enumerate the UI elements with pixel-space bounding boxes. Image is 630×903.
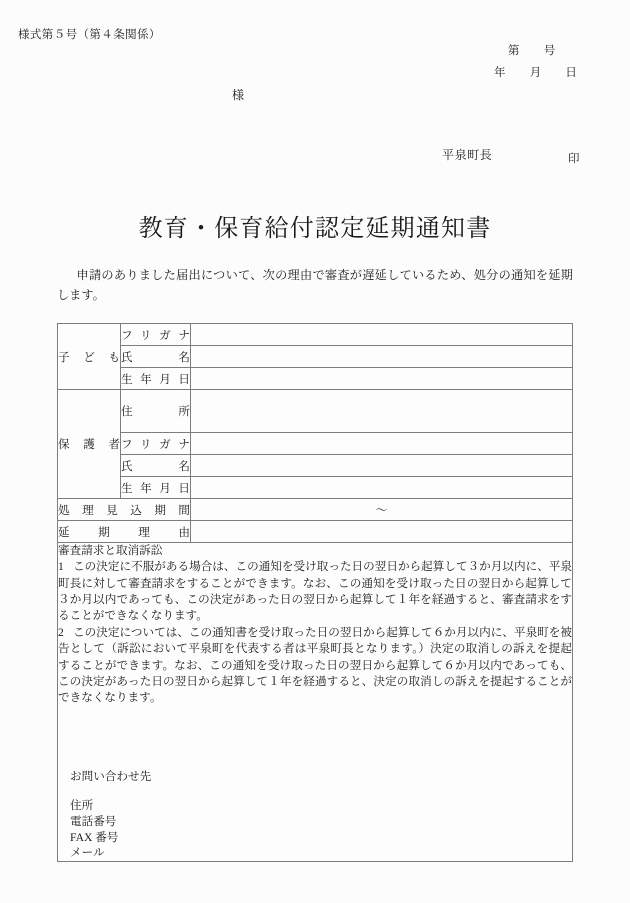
contact-heading: お問い合わせ先 — [70, 769, 152, 783]
guardian-birthdate-value[interactable] — [191, 477, 573, 499]
child-name-value[interactable] — [191, 346, 573, 368]
processing-period-value[interactable]: 〜 — [191, 499, 573, 521]
table-row — [58, 455, 573, 477]
table-row — [58, 368, 573, 390]
notification-form-table — [57, 323, 573, 862]
child-category-label: 子ども — [58, 324, 121, 390]
guardian-address-label: 住所 — [121, 390, 191, 433]
guardian-furigana-label: フリガナ — [121, 433, 191, 455]
addressee-suffix: 様 — [232, 88, 245, 102]
seal-mark: 印 — [568, 153, 580, 165]
issuer-name: 平泉町長 — [442, 148, 493, 162]
lead-paragraph: 申請のありました届出について、次の理由で審査が遅延しているため、処分の通知を延期します。 — [57, 268, 573, 302]
table-row — [58, 521, 573, 543]
table-row — [58, 433, 573, 455]
notice-section — [58, 543, 573, 862]
child-name-label: 氏名 — [121, 346, 191, 368]
form-number: 様式第５号（第４条関係） — [18, 29, 161, 41]
postponement-reason-label: 延期理由 — [58, 521, 191, 543]
postponement-reason-value[interactable] — [191, 521, 573, 543]
guardian-furigana-value[interactable] — [191, 433, 573, 455]
child-furigana-label: フリガナ — [121, 324, 191, 346]
notice-item-1-text: この決定に不服がある場合は、この通知を受け取った日の翌日から起算して３か月以内に、平泉町長に対して審査請求をすることができます。なお、この通知を受け取った日の翌日から起算して３か月以内であっても、この決定があった日の翌日から起算して１年を経過すると、審査請求をすることができなくなります。 — [58, 560, 572, 623]
contact-block — [58, 769, 572, 861]
child-birthdate-value[interactable] — [191, 368, 573, 390]
guardian-address-value[interactable] — [191, 390, 573, 433]
contact-address-label: 住所 — [70, 799, 94, 813]
page-title: 教育・保育給付認定延期通知書 — [138, 216, 492, 242]
notice-heading: 審査請求と取消訴訟 — [58, 544, 163, 558]
notice-item-2-text: この決定については、この通知書を受け取った日の翌日から起算して６か月以内に、平泉町を被告として（訴訟において平泉町を代表する者は平泉町長となります。）決定の取消しの訴えを提起することができます。なお、この通知を受け取った日の翌日から起算して６か月以内であっても、この決定があった日の翌日から起算して１年を経過すると、決定の取消しの訴えを提起することができなくなります。 — [58, 625, 572, 705]
notice-item-1-number: 1 — [58, 560, 64, 574]
child-birthdate-label: 生年月日 — [121, 368, 191, 390]
document-date: 年 月 日 — [494, 67, 578, 79]
guardian-category-label: 保護者 — [58, 390, 121, 499]
table-row — [58, 324, 573, 346]
contact-phone-label: 電話番号 — [70, 815, 117, 829]
table-row — [58, 477, 573, 499]
notice-item-2-number: 2 — [58, 625, 64, 639]
notice-item-1 — [58, 559, 572, 625]
guardian-name-label: 氏名 — [121, 455, 191, 477]
table-row — [58, 346, 573, 368]
table-row — [58, 499, 573, 521]
table-row — [58, 543, 573, 862]
contact-fax-label: FAX 番号 — [70, 830, 119, 844]
guardian-name-value[interactable] — [191, 455, 573, 477]
table-row — [58, 390, 573, 433]
notice-item-2 — [58, 625, 572, 707]
child-furigana-value[interactable] — [191, 324, 573, 346]
document-number: 第 号 — [508, 45, 556, 57]
contact-email-label: メール — [70, 846, 105, 860]
processing-period-label: 処理見込期間 — [58, 499, 191, 521]
guardian-birthdate-label: 生年月日 — [121, 477, 191, 499]
